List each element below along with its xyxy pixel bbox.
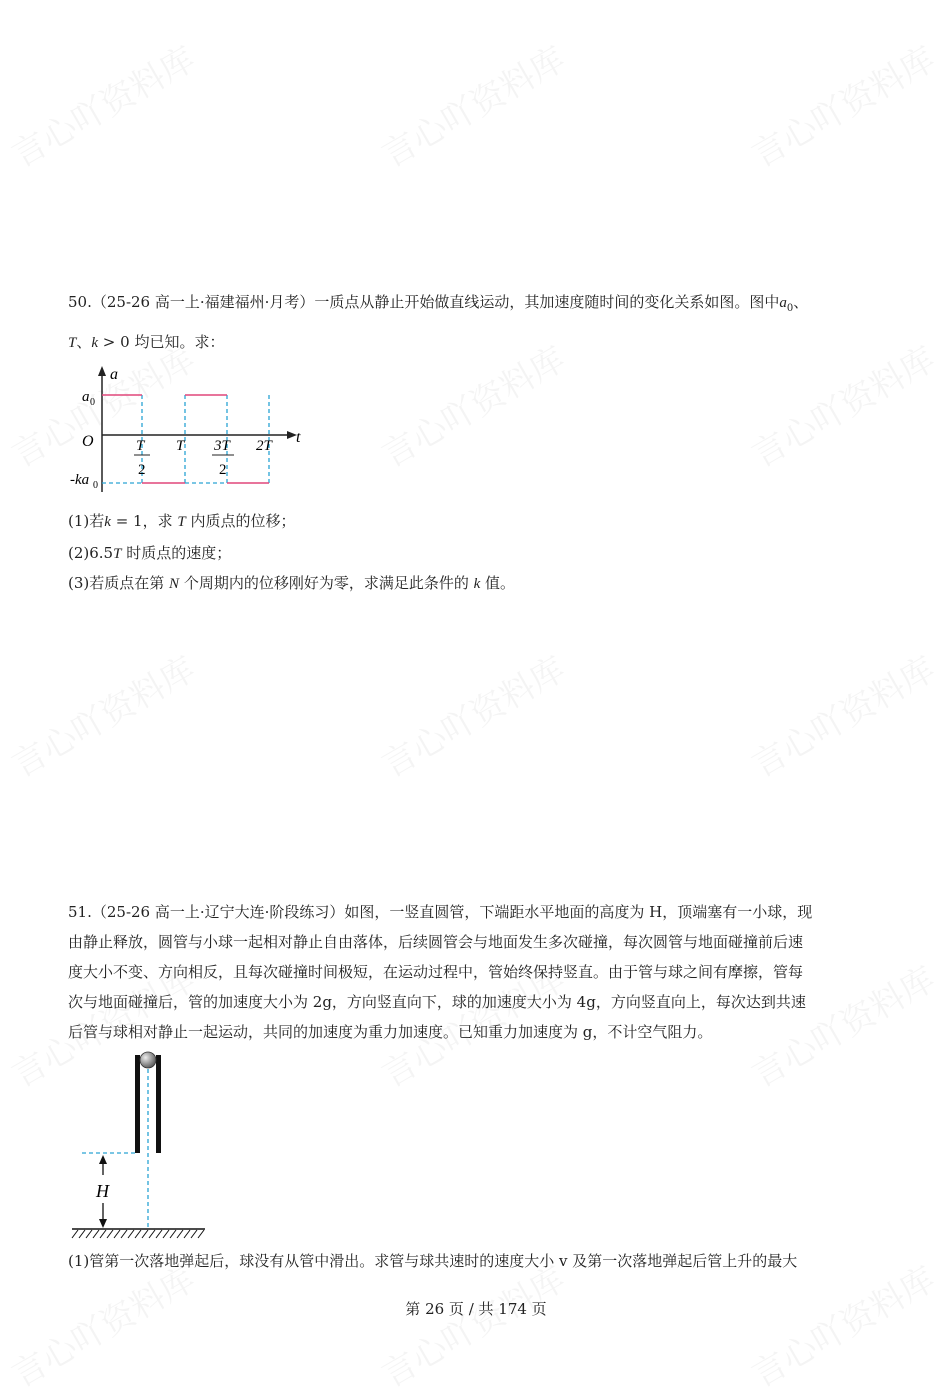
tick-half-den: 2 (138, 462, 146, 478)
q51-stem (68, 897, 888, 1047)
ball (140, 1052, 156, 1068)
tick-3half-T: 3T (214, 438, 230, 454)
tube-ball-figure (72, 1052, 205, 1238)
q51-line: 后管与球相对静止一起运动，共同的加速度为重力加速度。已知重力加速度为 g，不计空气阻力。 (68, 1023, 713, 1041)
q50-sub3: (3)若质点在第 N 个周期内的位移刚好为零，求满足此条件的 k 值。 (68, 574, 516, 592)
tick-half-T: T (136, 438, 145, 454)
q50-stem-line1: 50.（25-26 高一上·福建福州·月考）一质点从静止开始做直线运动，其加速度随时间的变化关系如图。图中$a_0$、 (68, 293, 809, 314)
arrow-down-icon (99, 1219, 107, 1228)
a0-sub: 0 (90, 397, 95, 408)
q50-sub1: (1)若k = 1，求 T 内质点的位移； (68, 512, 296, 530)
arrow-up-icon (99, 1155, 107, 1164)
tick-T: T (176, 438, 185, 454)
tube-left-wall (135, 1055, 140, 1153)
tick-3half-den: 2 (219, 462, 227, 478)
tick-2T: 2T (256, 438, 272, 454)
y-axis-label: a (110, 366, 118, 383)
q50-stem-line2: T、k > 0 均已知。求： (68, 333, 225, 351)
a0-label: a (82, 389, 90, 405)
height-label: H (96, 1181, 109, 1201)
y-axis-arrow-icon (98, 366, 106, 376)
neg-ka0-label: -ka (70, 472, 90, 488)
q51-line: 由静止释放，圆管与小球一起相对静止自由落体，后续圆管会与地面发生多次碰撞，每次圆管与地面碰撞前后速 (68, 933, 804, 951)
q51-sub1: (1)管第一次落地弹起后，球没有从管中滑出。求管与球共速时的速度大小 v 及第一次落地弹起后管上升的最大 (68, 1252, 798, 1270)
neg-sub: 0 (93, 480, 98, 491)
acceleration-time-graph (70, 366, 301, 492)
ground-hatching (72, 1230, 204, 1238)
q50-sub2: (2)6.5T 时质点的速度； (68, 544, 232, 562)
q51-line: 度大小不变、方向相反，且每次碰撞时间极短，在运动过程中，管始终保持竖直。由于管与球之间有摩擦，管每 (68, 963, 804, 981)
tube-right-wall (156, 1055, 161, 1153)
q51-line: 51.（25-26 高一上·辽宁大连·阶段练习）如图，一竖直圆管，下端距水平地面的高度为 H，顶端塞有一小球，现 (68, 903, 813, 921)
q51-line: 次与地面碰撞后，管的加速度大小为 2g，方向竖直向下，球的加速度大小为 4g，方向竖直向上，每次达到共速 (68, 993, 806, 1011)
origin-label: O (82, 433, 94, 450)
page-footer: 第 26 页 / 共 174 页 (405, 1300, 547, 1318)
x-axis-label: t (296, 429, 301, 446)
dashed-guides (102, 395, 269, 483)
